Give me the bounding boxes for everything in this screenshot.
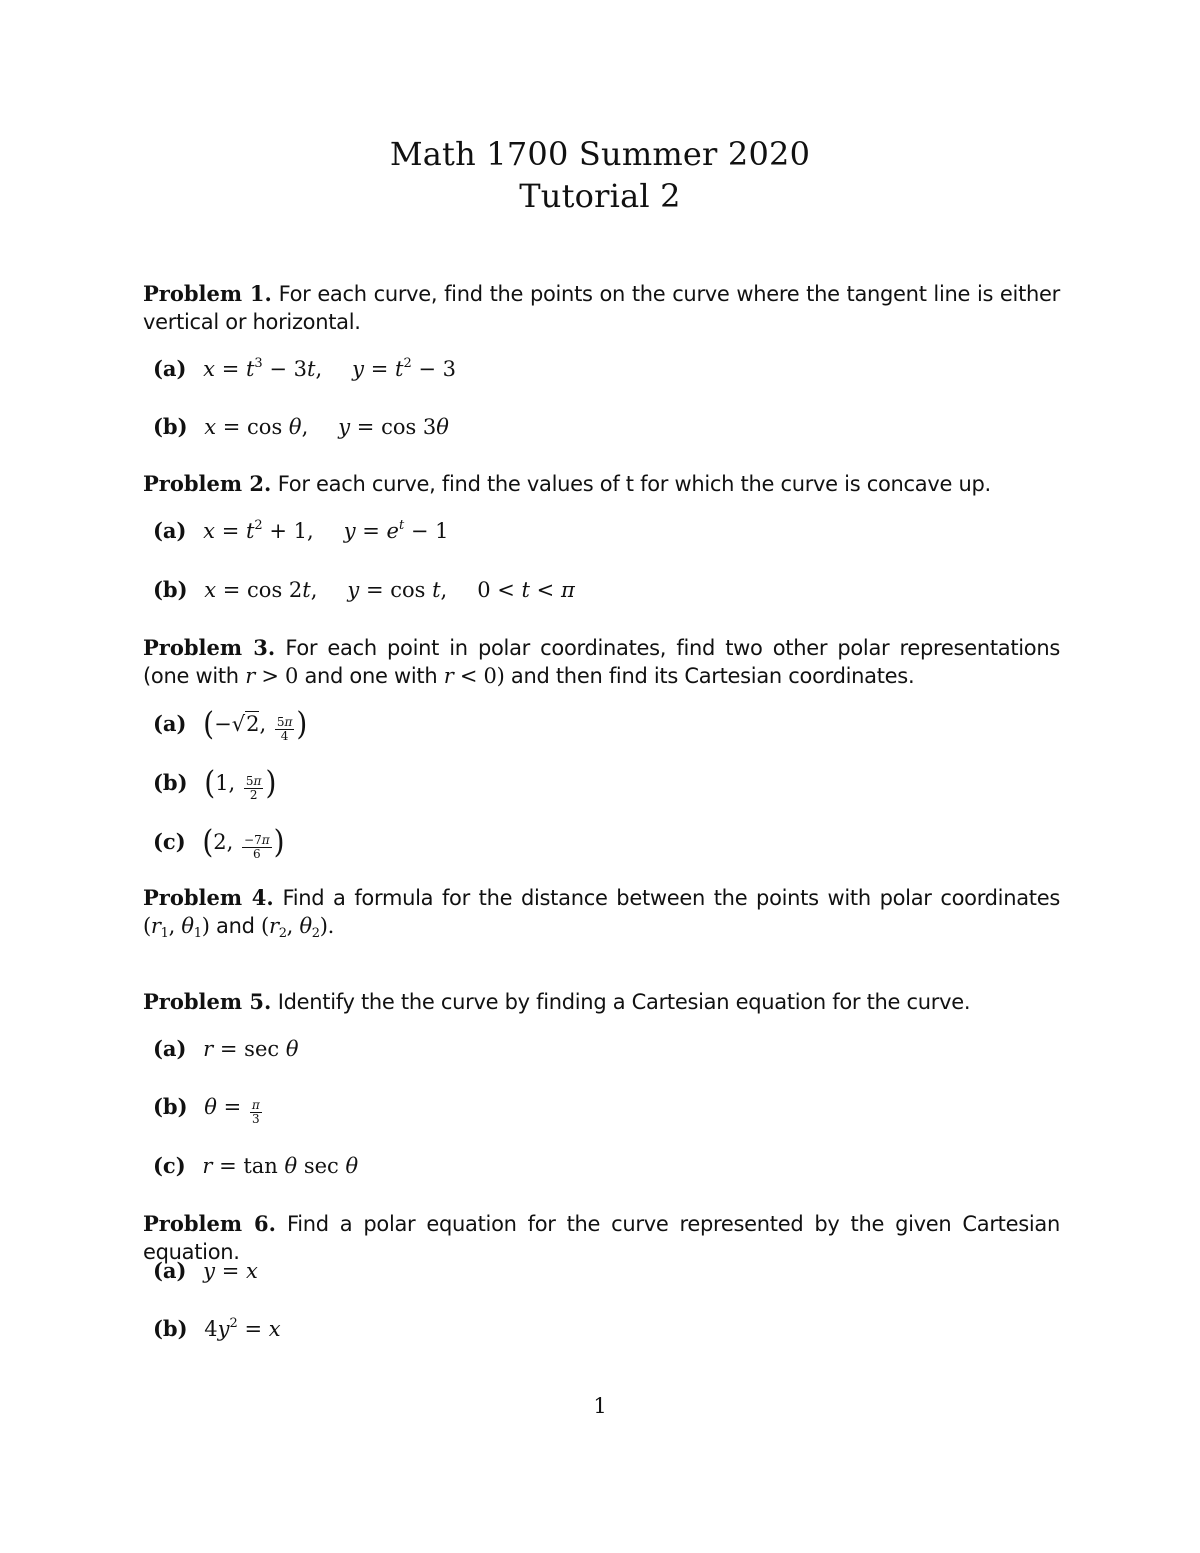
problem-4 <box>143 884 1060 940</box>
problem-2-item-b <box>153 576 575 604</box>
item-label: (a) <box>153 1258 187 1283</box>
math-inline: r < 0) <box>443 664 505 688</box>
equation: y = x <box>203 1259 258 1283</box>
equation: r = tan θ sec θ <box>202 1154 359 1178</box>
problem-6-item-b <box>153 1315 281 1343</box>
math-inline: r > 0 <box>245 664 299 688</box>
problem-1 <box>143 280 1060 336</box>
problem-3-item-a <box>153 704 308 743</box>
problem-3-text-2: and one with <box>304 664 438 688</box>
problem-1-label: Problem 1. <box>143 281 272 306</box>
problem-1-item-a <box>153 355 456 383</box>
problem-4-text-2: and <box>216 914 255 938</box>
item-label: (a) <box>153 518 187 543</box>
equation: r = sec θ <box>203 1037 299 1061</box>
problem-1-text: For each curve, find the points on the curve where the tangent line is either vertical or horizontal. <box>143 282 1060 334</box>
math-inline: ($r_2$, $\theta_2$). <box>261 914 335 941</box>
equation: $x = t^2 + 1$, $y = e^t - 1$ <box>203 518 449 543</box>
item-label: (b) <box>153 770 188 795</box>
problem-6-item-a <box>153 1257 258 1285</box>
item-label: (b) <box>153 1094 188 1119</box>
item-label: (a) <box>153 1036 187 1061</box>
math-inline: ($r_1$, $\theta_1$) <box>143 914 210 941</box>
problem-2-label: Problem 2. <box>143 471 272 496</box>
item-label: (b) <box>153 1316 188 1341</box>
equation: x = cos θ, y = cos 3θ <box>204 415 449 439</box>
item-label: (b) <box>153 577 188 602</box>
problem-5-label: Problem 5. <box>143 989 272 1014</box>
item-label: (c) <box>153 829 186 854</box>
problem-3 <box>143 634 1060 690</box>
document-subtitle: Tutorial 2 <box>519 177 681 215</box>
problem-2 <box>143 470 1060 498</box>
problem-5-item-a <box>153 1035 298 1063</box>
item-label: (b) <box>153 414 188 439</box>
problem-6-text: Find a polar equation for the curve represented by the given Cartesian equation. <box>143 1212 1060 1264</box>
problem-1-item-b <box>153 413 449 441</box>
equation: $4y^2 = x$ <box>204 1316 281 1341</box>
problem-4-text-1: Find a formula for the distance between the points with polar coordinates <box>282 886 1060 910</box>
problem-3-item-b <box>153 763 277 802</box>
problem-3-label: Problem 3. <box>143 635 276 660</box>
document-title: Math 1700 Summer 2020 <box>389 135 811 173</box>
problem-2-item-a <box>153 517 449 545</box>
polar-point: (1, $\frac{5\pi}{2}$ ) <box>204 763 277 802</box>
problem-3-text-1: For each point in polar coordinates, find two other polar representations (one with <box>143 636 1060 688</box>
problem-3-text-3: and then find its Cartesian coordinates. <box>510 664 915 688</box>
item-label: (a) <box>153 711 187 736</box>
problem-5-item-b <box>153 1093 264 1126</box>
polar-point: (−√2, $\frac{5\pi}{4}$ ) <box>203 704 308 743</box>
equation: $x = t^3 - 3t$, $y = t^2 - 3$ <box>203 356 457 381</box>
item-label: (a) <box>153 356 187 381</box>
problem-5 <box>143 988 1060 1016</box>
page-number: 1 <box>593 1394 607 1418</box>
problem-4-label: Problem 4. <box>143 885 274 910</box>
problem-6 <box>143 1210 1060 1266</box>
equation: x = cos 2t, y = cos t, 0 < t < π <box>204 578 575 602</box>
problem-3-item-c <box>153 822 285 861</box>
problem-6-label: Problem 6. <box>143 1211 276 1236</box>
polar-point: (2, $\frac{-7\pi}{6}$ ) <box>202 822 285 861</box>
problem-5-text: Identify the the curve by finding a Cartesian equation for the curve. <box>277 990 971 1014</box>
equation: θ = $\frac{\pi}{3}$ <box>204 1095 260 1126</box>
problem-5-item-c <box>153 1152 358 1180</box>
item-label: (c) <box>153 1153 186 1178</box>
problem-2-text: For each curve, find the values of t for which the curve is concave up. <box>277 472 991 496</box>
